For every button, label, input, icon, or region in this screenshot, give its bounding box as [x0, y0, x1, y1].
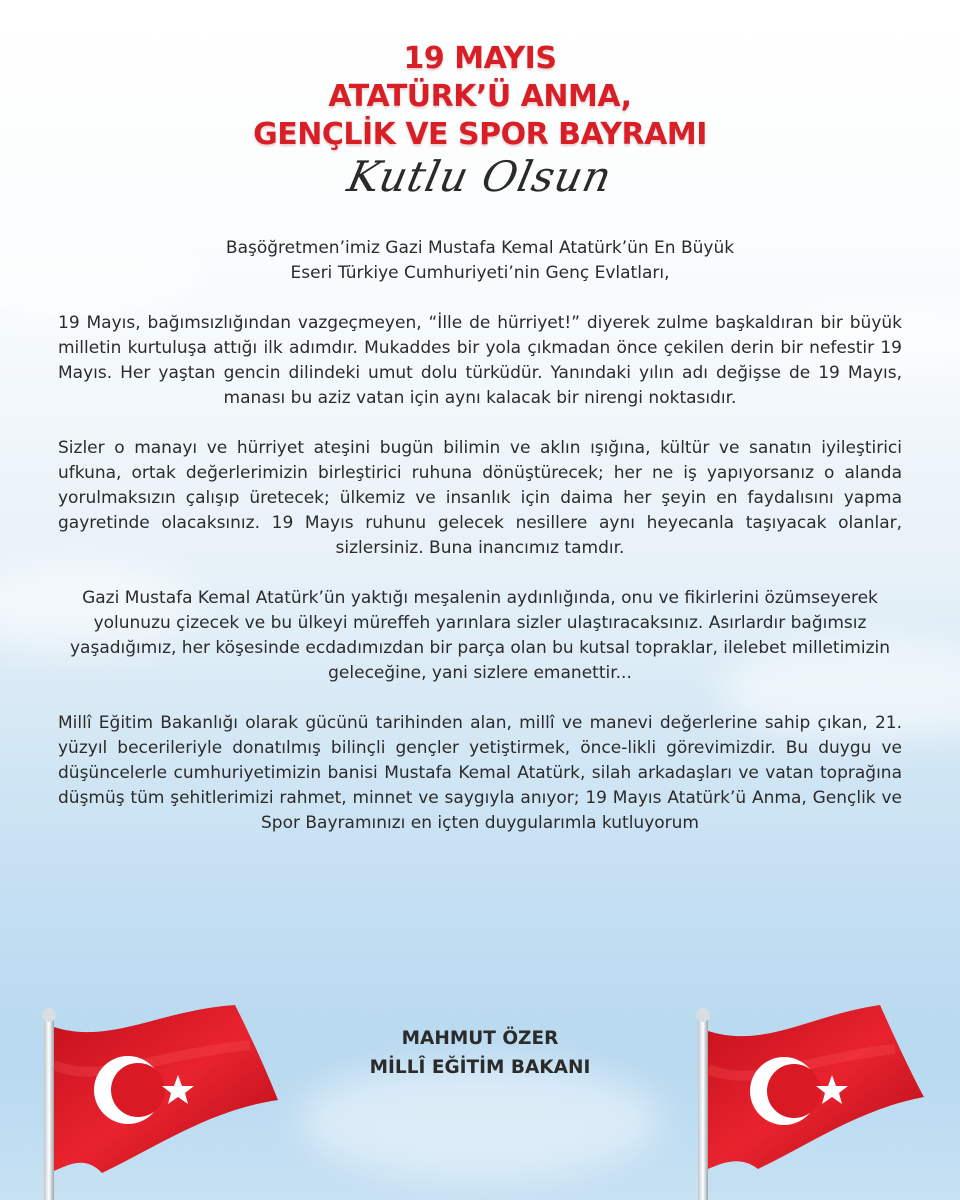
letter-paragraph-2: Sizler o manayı ve hürriyet ateşini bugün bilimin ve aklın ışığına, kültür ve sanatın iyileştirici ufkuna, ortak değerlerimizin birleştirici ruhuna dönüştürecek; her ne iş yapıyorsanız o alanda yorulmaksızın çalışıp üretecek; ülkemiz ve insanlık için daima her şeyin en faydalısını yapma gayretinde olacaksınız. 19 Mayıs ruhunu gelecek nesillere aynı heyecanla taşıyacak olanlar, sizlersiniz. Buna inancımız tamdır. — [58, 438, 902, 558]
title-line-3: GENÇLİK VE SPOR BAYRAMI — [253, 117, 707, 152]
signatory-position: MİLLÎ EĞİTİM BAKANI — [369, 1057, 591, 1078]
turkish-flag-icon — [30, 1005, 290, 1200]
letter-paragraph-1: 19 Mayıs, bağımsızlığından vazgeçmeyen, “İlle de hürriyet!” diyerek zulme başkaldıran bir büyük milletin kurtuluşa attığı ilk adımdır. Mukaddes bir yola çıkmadan önce çekilen derin bir nefestir 19 Mayıs. Her yaştan gencin dilindeki umut dolu türküdür. Yanındaki yılın adı değişse de 19 Mayıs, manası bu aziz vatan için aynı kalacak bir nirengi noktasıdır. — [58, 313, 902, 408]
letter-paragraph-4: Millî Eğitim Bakanlığı olarak gücünü tarihinden alan, millî ve manevi değerlerine sahip çıkan, 21. yüzyıl becerileriyle donatılmış bilinçli gençler yetiştirmek, önce-likli görevimizdir. Bu duygu ve düşüncelerle cumhuriyetimizin banisi Mustafa Kemal Atatürk, silah arkadaşları ve vatan toprağına düşmüş tüm şehitlerimizi rahmet, minnet ve saygıyla anıyor; 19 Mayıs Atatürk’ü Anma, Gençlik ve Spor Bayramınızı en içten duygularımla kutluyorum — [58, 713, 902, 833]
title-line-2: ATATÜRK’Ü ANMA, — [328, 79, 632, 114]
letter-body — [58, 236, 902, 861]
letter-salutation: Başöğretmen’imiz Gazi Mustafa Kemal Atatürk’ün En Büyük Eseri Türkiye Cumhuriyeti’nin Genç Evlatları, — [225, 238, 735, 283]
greeting-script: Kutlu Olsun — [343, 152, 617, 201]
title-line-1: 19 MAYIS — [403, 41, 557, 76]
signatory-name: MAHMUT ÖZER — [401, 1028, 559, 1049]
page-title — [0, 40, 960, 154]
turkish-flag-icon — [680, 1005, 940, 1200]
letter-paragraph-3: Gazi Mustafa Kemal Atatürk’ün yaktığı meşalenin aydınlığında, onu ve fikirlerini özümseyerek yolunuzu çizecek ve bu ülkeyi müreffeh yarınlara sizler ulaştıracaksınız. Asırlardır bağımsız yaşadığımız, her köşesinde ecdadımızdan bir parça olan bu kutsal topraklar, ilelebet milletimizin geleceğine, yani sizlere emanettir... — [70, 588, 890, 683]
